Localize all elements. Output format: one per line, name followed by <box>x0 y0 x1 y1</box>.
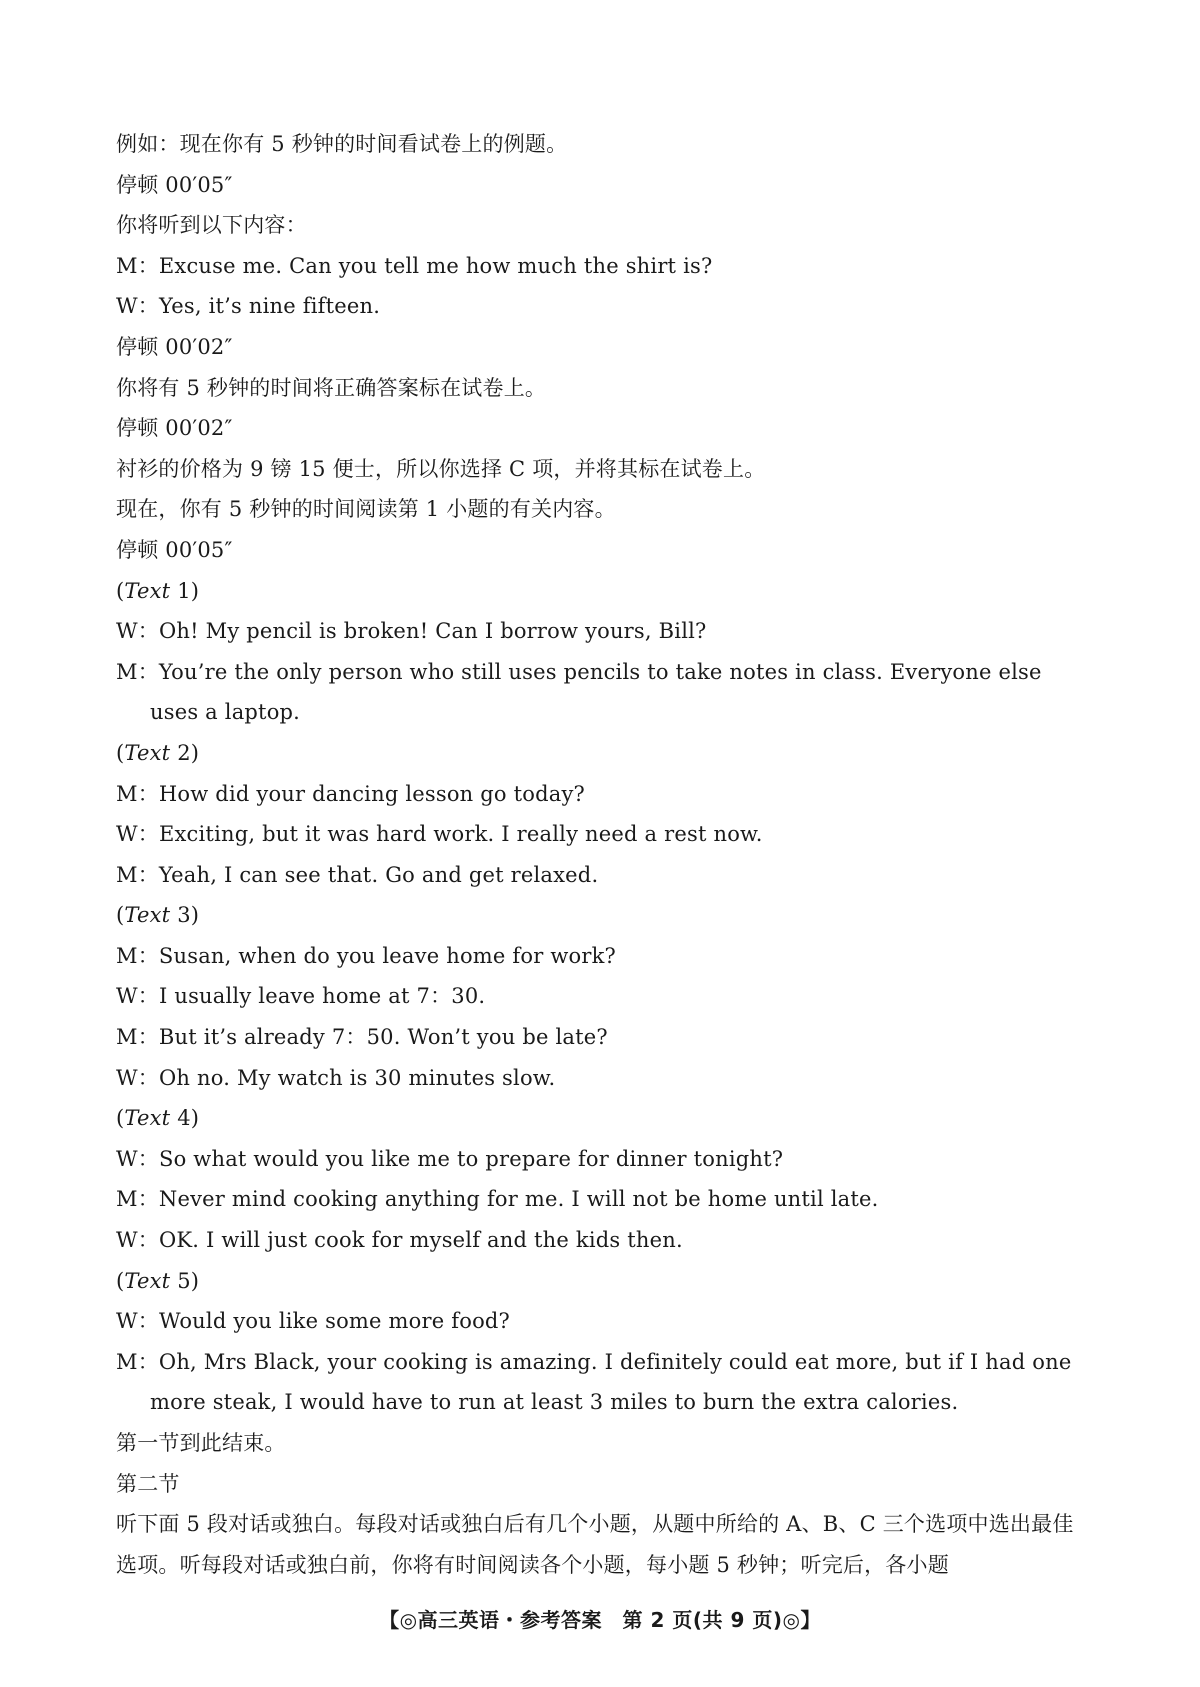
dialogue-line: M：But it’s already 7：50. Won’t you be late? <box>116 1025 608 1050</box>
circle-logo-icon: ◎ <box>782 1608 801 1632</box>
dialogue-line: M：Susan, when do you leave home for work? <box>116 943 616 968</box>
dialogue-line: W：Would you like some more food? <box>116 1309 511 1334</box>
pause-line: 停顿 00′05″ <box>116 537 233 562</box>
script-line: 你将听到以下内容： <box>116 213 307 238</box>
dialogue-line: W：Exciting, but it was hard work. I really need a rest now. <box>116 822 763 847</box>
page-footer: 【◎高三英语・参考答案 第 2 页(共 9 页)◎】 <box>379 1608 821 1632</box>
pause-line: 停顿 00′05″ <box>116 172 233 197</box>
dialogue-line: W：So what would you like me to prepare for dinner tonight? <box>116 1146 784 1171</box>
script-line: 现在，你有 5 秒钟的时间阅读第 1 小题的有关内容。 <box>116 497 616 522</box>
text-5-label: (Text 5) <box>116 1268 200 1293</box>
dialogue-line: M：Yeah, I can see that. Go and get relaxed. <box>116 862 599 887</box>
pause-line: 停顿 00′02″ <box>116 416 233 441</box>
dialogue-line: M：How did your dancing lesson go today? <box>116 781 586 806</box>
circle-logo-icon: ◎ <box>399 1608 418 1632</box>
footer-text: 高三英语・参考答案 第 2 页(共 9 页) <box>417 1608 783 1632</box>
pause-line: 停顿 00′02″ <box>116 334 233 359</box>
dialogue-line: M：Never mind cooking anything for me. I will not be home until late. <box>116 1187 879 1212</box>
text-1-label: (Text 1) <box>116 578 200 603</box>
text-4-label: (Text 4) <box>116 1106 200 1131</box>
dialogue-line: W：Yes, it’s nine fifteen. <box>116 294 381 319</box>
section-heading: 第二节 <box>116 1471 180 1496</box>
dialogue-line: W：I usually leave home at 7：30. <box>116 984 486 1009</box>
dialogue-line: M：Oh, Mrs Black, your cooking is amazing. I definitely could eat more, but if I had one more steak, I would have to run at least 3 miles to burn the extra calories. <box>116 1349 1072 1415</box>
script-line: 衬衫的价格为 9 镑 15 便士，所以你选择 C 项，并将其标在试卷上。 <box>116 456 766 481</box>
text-2-label: (Text 2) <box>116 740 200 765</box>
section-end-line: 第一节到此结束。 <box>116 1431 286 1455</box>
dialogue-line: W：Oh no. My watch is 30 minutes slow. <box>116 1065 556 1090</box>
section-instructions: 听下面 5 段对话或独白。每段对话或独白后有几个小题，从题中所给的 A、B、C 三个选项中选出最佳选项。听每段对话或独白前，你将有时间阅读各个小题，每小题 5 秒钟；听完后，各小题 <box>116 1512 1074 1577</box>
script-line: 例如：现在你有 5 秒钟的时间看试卷上的例题。 <box>116 132 568 156</box>
text-3-label: (Text 3) <box>116 903 200 928</box>
listening-script <box>116 124 1086 1585</box>
dialogue-line: W：Oh! My pencil is broken! Can I borrow yours, Bill? <box>116 619 707 644</box>
script-line: 你将有 5 秒钟的时间将正确答案标在试卷上。 <box>116 375 547 400</box>
dialogue-line: M：You’re the only person who still uses pencils to take notes in class. Everyone else uses a laptop. <box>116 659 1042 725</box>
dialogue-line: M：Excuse me. Can you tell me how much the shirt is? <box>116 253 713 278</box>
dialogue-line: W：OK. I will just cook for myself and the kids then. <box>116 1228 683 1253</box>
